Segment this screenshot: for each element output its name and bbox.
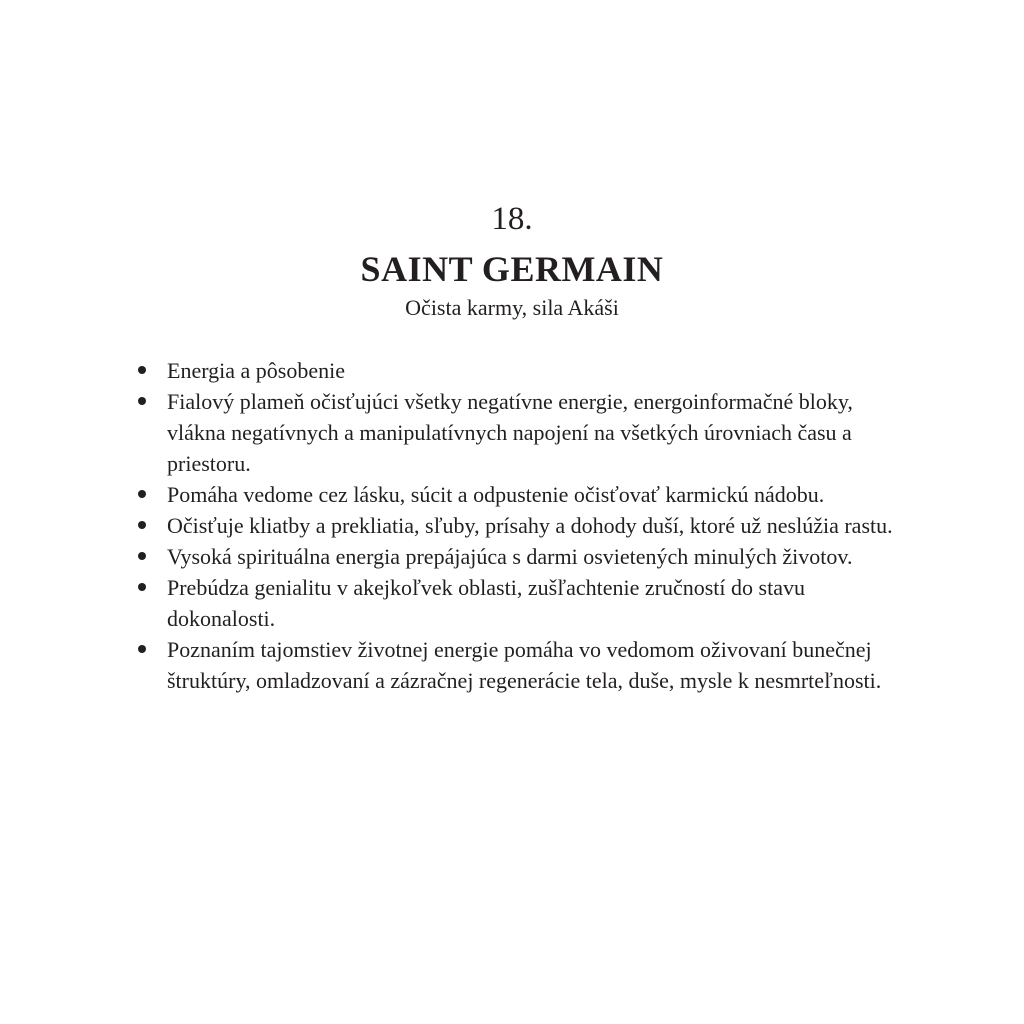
bullet-icon xyxy=(138,366,146,374)
list-item-text: Vysoká spirituálna energia prepájajúca s darmi osvietených minulých životov. xyxy=(167,544,853,569)
list-item xyxy=(136,572,906,634)
bullet-icon xyxy=(138,490,146,498)
list-item xyxy=(136,355,906,386)
bullet-icon xyxy=(138,521,146,529)
list-item-text: Fialový plameň očisťujúci všetky negatívne energie, energoinformačné bloky, vlákna negatívnych a manipulatívnych napojení na všetkých úrovniach času a priestoru. xyxy=(167,389,853,476)
list-item-text: Energia a pôsobenie xyxy=(167,358,345,383)
page-title: SAINT GERMAIN xyxy=(360,249,664,289)
bullet-icon xyxy=(138,645,146,653)
list-item-text: Pomáha vedome cez lásku, súcit a odpustenie očisťovať karmickú nádobu. xyxy=(167,482,825,507)
bullet-list xyxy=(136,355,906,696)
bullet-icon xyxy=(138,397,146,405)
page-subtitle: Očista karmy, sila Akáši xyxy=(405,295,619,320)
list-item xyxy=(136,479,906,510)
list-item xyxy=(136,386,906,479)
list-item-text: Poznaním tajomstiev životnej energie pomáha vo vedomom oživovaní bunečnej štruktúry, omladzovaní a zázračnej regenerácie tela, duše, mysle k nesmrteľnosti. xyxy=(167,637,882,693)
list-item xyxy=(136,541,906,572)
list-item-text: Očisťuje kliatby a prekliatia, sľuby, prísahy a dohody duší, ktoré už neslúžia rastu. xyxy=(167,513,893,538)
list-item-text: Prebúdza genialitu v akejkoľvek oblasti, zušľachtenie zručností do stavu dokonalosti. xyxy=(167,575,805,631)
bullet-icon xyxy=(138,552,146,560)
bullet-icon xyxy=(138,583,146,591)
chapter-number: 18. xyxy=(491,201,533,237)
list-item xyxy=(136,510,906,541)
list-item xyxy=(136,634,906,696)
